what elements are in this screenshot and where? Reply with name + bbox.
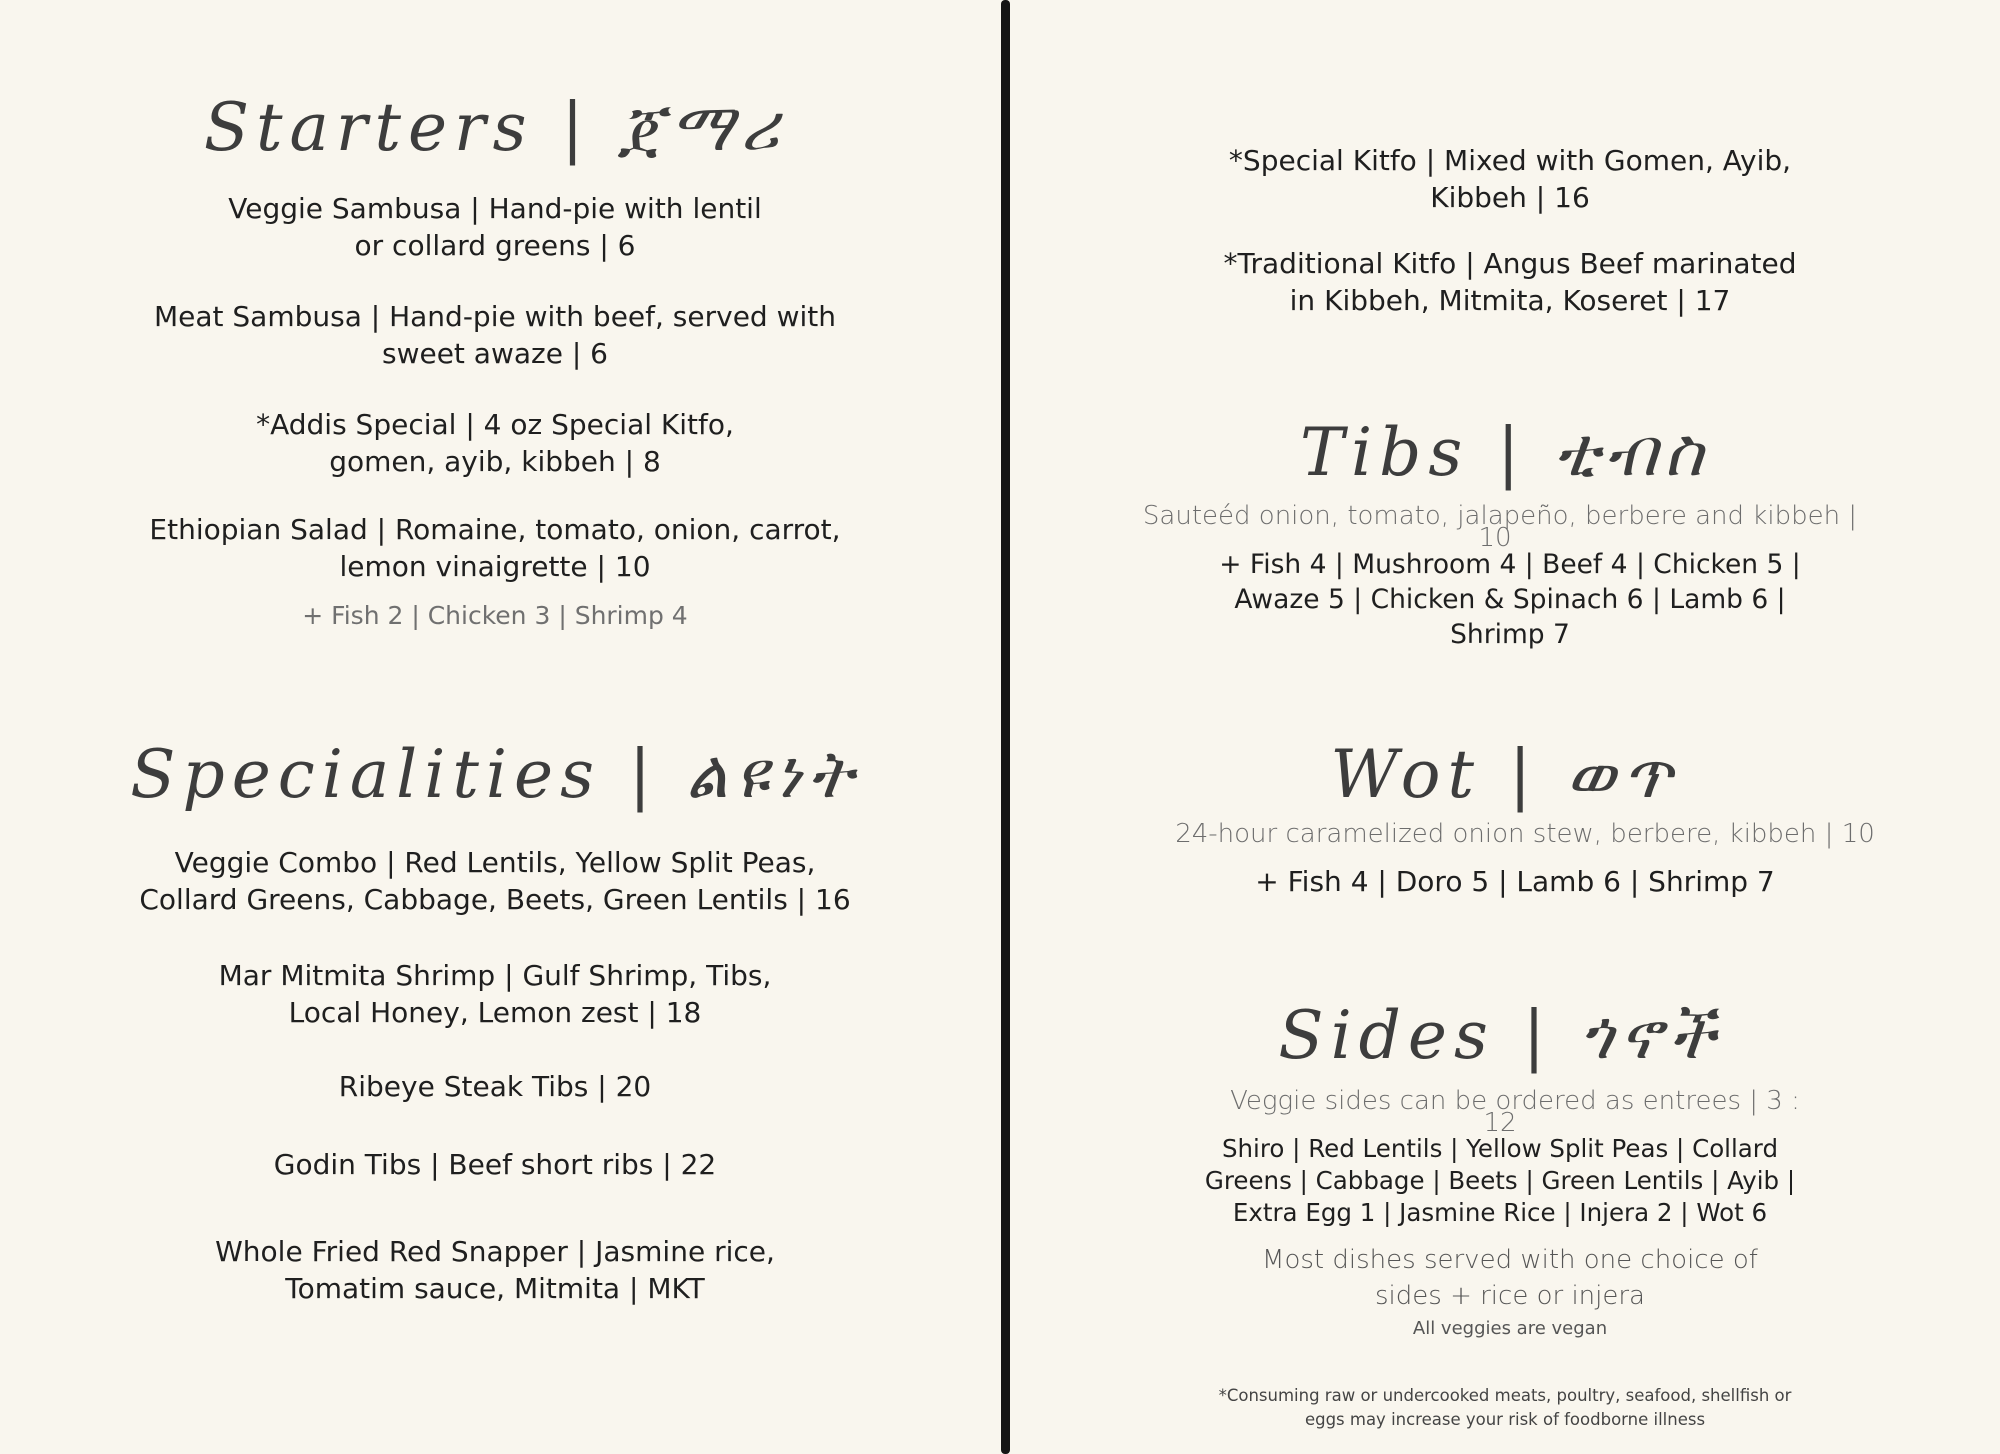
menu-item-special-kitfo <box>1070 142 1950 216</box>
food-safety-disclaimer <box>1060 1384 1950 1432</box>
item-line: gomen, ayib, kibbeh | 8 <box>329 445 661 478</box>
desc-line: Veggie sides can be ordered as entrees | 3 : <box>1230 1086 1800 1116</box>
left-column <box>80 0 910 1454</box>
option-line: Awaze 5 | Chicken & Spinach 6 | Lamb 6 | <box>1234 584 1786 615</box>
menu-item-mar-mitmita-shrimp <box>80 957 910 1031</box>
item-line: Local Honey, Lemon zest | 18 <box>288 996 702 1029</box>
note-line: Most dishes served with one choice of <box>1262 1245 1758 1275</box>
sides-description <box>1080 1085 1950 1139</box>
option-line: Shrimp 7 <box>1450 619 1570 650</box>
item-line: *Special Kitfo | Mixed with Gomen, Ayib, <box>1228 144 1792 177</box>
vegan-note: All veggies are vegan <box>1412 1318 1608 1339</box>
tibs-description <box>1050 500 1950 554</box>
item-line: Godin Tibs | Beef short ribs | 22 <box>273 1148 717 1181</box>
item-line: Kibbeh | 16 <box>1430 181 1590 214</box>
menu-item-ribeye-steak-tibs <box>80 1068 910 1105</box>
list-line: Shiro | Red Lentils | Yellow Split Peas | Collard <box>1221 1134 1779 1163</box>
item-line: Collard Greens, Cabbage, Beets, Green Lentils | 16 <box>139 883 851 916</box>
column-divider <box>1001 0 1010 1454</box>
item-line: *Traditional Kitfo | Angus Beef marinated <box>1223 247 1797 280</box>
wot-description: 24-hour caramelized onion stew, berbere, kibbeh | 10 <box>1175 819 1875 849</box>
list-line: Extra Egg 1 | Jasmine Rice | Injera 2 | Wot 6 <box>1232 1198 1768 1227</box>
menu-item-traditional-kitfo <box>1070 245 1950 319</box>
disclaimer-line: eggs may increase your risk of foodborne illness <box>1304 1410 1706 1429</box>
item-line: sweet awaze | 6 <box>381 337 608 370</box>
desc-line: Sauteéd onion, tomato, jalapeño, berbere and kibbeh | <box>1142 501 1858 531</box>
item-line: Mar Mitmita Shrimp | Gulf Shrimp, Tibs, <box>218 959 772 992</box>
menu-item-whole-fried-red-snapper <box>80 1233 910 1307</box>
menu-item-godin-tibs <box>80 1146 910 1183</box>
wot-options: + Fish 4 | Doro 5 | Lamb 6 | Shrimp 7 <box>1255 865 1775 898</box>
note-line: sides + rice or injera <box>1374 1281 1645 1311</box>
item-line: or collard greens | 6 <box>354 229 636 262</box>
starters-heading: Starters | ጀማሪ <box>203 89 787 166</box>
menu-item-ethiopian-salad <box>80 511 910 585</box>
desc-line: 12 <box>1483 1108 1517 1138</box>
right-column <box>1090 0 1950 1454</box>
sides-heading: Sides | ጎኖች <box>1278 997 1722 1074</box>
menu-item-veggie-sambusa <box>80 190 910 264</box>
item-line: Veggie Combo | Red Lentils, Yellow Split Peas, <box>174 846 816 879</box>
sides-list <box>1050 1133 1950 1229</box>
item-line: Tomatim sauce, Mitmita | MKT <box>285 1272 705 1305</box>
list-line: Greens | Cabbage | Beets | Green Lentils | Ayib | <box>1204 1166 1796 1195</box>
wot-heading: Wot | ወጥ <box>1330 736 1680 813</box>
menu-item-veggie-combo <box>80 844 910 918</box>
menu-item-addis-special <box>80 406 910 480</box>
tibs-heading: Tibs | ቲብስ <box>1299 414 1711 491</box>
menu-item-meat-sambusa <box>80 298 910 372</box>
specialities-heading: Specialities | ልዩነት <box>130 736 860 813</box>
item-line: Veggie Sambusa | Hand-pie with lentil <box>228 192 762 225</box>
item-line: lemon vinaigrette | 10 <box>339 550 651 583</box>
desc-line: 10 <box>1478 523 1512 553</box>
served-with-note <box>1070 1242 1950 1314</box>
starters-addons: + Fish 2 | Chicken 3 | Shrimp 4 <box>302 601 688 630</box>
item-line: Ethiopian Salad | Romaine, tomato, onion, carrot, <box>149 513 841 546</box>
item-line: Whole Fried Red Snapper | Jasmine rice, <box>215 1235 775 1268</box>
item-line: *Addis Special | 4 oz Special Kitfo, <box>256 408 734 441</box>
option-line: + Fish 4 | Mushroom 4 | Beef 4 | Chicken 5 | <box>1219 549 1801 580</box>
item-line: Ribeye Steak Tibs | 20 <box>338 1070 652 1103</box>
item-line: Meat Sambusa | Hand-pie with beef, served with <box>153 300 837 333</box>
item-line: in Kibbeh, Mitmita, Koseret | 17 <box>1289 284 1731 317</box>
tibs-options <box>1070 547 1950 652</box>
disclaimer-line: *Consuming raw or undercooked meats, poultry, seafood, shellfish or <box>1218 1386 1792 1405</box>
